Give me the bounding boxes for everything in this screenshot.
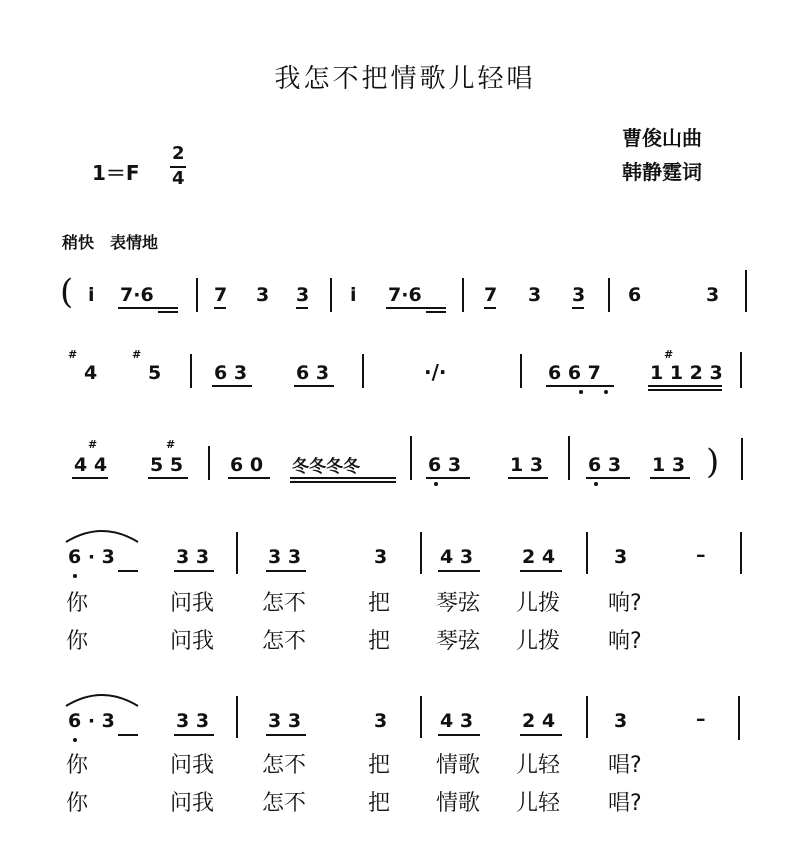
verse-2 [0, 702, 810, 852]
bar-line [196, 278, 198, 312]
sharp-sign: # [132, 348, 142, 361]
note: 1 3 [652, 454, 686, 476]
underline [572, 307, 584, 309]
slur [64, 690, 140, 708]
underline [290, 481, 396, 483]
lyric-word: 问我 [170, 591, 215, 616]
paren-close: ) [706, 442, 720, 482]
lyricist-credit: 韩静霆词 [622, 160, 702, 184]
lyric-word: 怎不 [262, 591, 307, 616]
bar-line [330, 278, 332, 312]
bar-line [738, 696, 740, 740]
note: 3 [706, 284, 720, 306]
underline [72, 477, 108, 479]
note: 1 3 [510, 454, 544, 476]
note: 6 0 [230, 454, 264, 476]
note: 6 3 [428, 454, 462, 476]
paren-open: ( [60, 272, 74, 312]
underline [386, 307, 446, 309]
note: 3 [374, 546, 388, 568]
song-title: 我怎不把情歌儿轻唱 [274, 64, 536, 94]
note: 5 [148, 362, 162, 384]
bar-line [208, 446, 210, 480]
lyric-word: 儿拨 [516, 591, 561, 616]
underline [214, 307, 226, 309]
time-signature-bottom: 4 [172, 168, 185, 189]
underline [266, 734, 306, 736]
octave-dot [73, 738, 77, 742]
note: 3 3 [176, 546, 210, 568]
underline [648, 389, 722, 391]
underline [118, 307, 178, 309]
underline [212, 385, 252, 387]
lyric-word: 把 [368, 791, 391, 816]
lyric-word: 响? [608, 629, 642, 654]
sustain-dash: – [696, 544, 706, 566]
note: 7·6 [120, 284, 154, 306]
bar-line [420, 532, 422, 574]
sharp-sign: # [664, 348, 674, 361]
lyric-word: 你 [66, 791, 89, 816]
note: 4 [84, 362, 98, 384]
underline [508, 477, 548, 479]
note: 3 3 [176, 710, 210, 732]
note: i [350, 284, 357, 306]
intro-line-1 [0, 272, 810, 318]
intro-line-3 [0, 438, 810, 484]
lyric-word: 怎不 [262, 791, 307, 816]
lyric-word: 问我 [170, 629, 215, 654]
note: 6 · 3 [68, 546, 115, 568]
octave-dot [434, 482, 438, 486]
note: 6 [628, 284, 642, 306]
lyric-word: 唱? [608, 753, 642, 778]
underline [520, 734, 562, 736]
underline [228, 477, 270, 479]
bar-line [420, 696, 422, 738]
note: 6 3 [296, 362, 330, 384]
note: 4 4 [74, 454, 108, 476]
underline [290, 477, 396, 479]
bar-line [740, 532, 742, 574]
lyric-word: 儿拨 [516, 629, 561, 654]
bar-line [236, 532, 238, 574]
octave-dot [579, 390, 583, 394]
intro-line-2 [0, 348, 810, 392]
lyric-word: 怎不 [262, 753, 307, 778]
note: 3 [296, 284, 310, 306]
lyric-word: 琴弦 [436, 591, 481, 616]
note: 6 3 [214, 362, 248, 384]
note: 3 [256, 284, 270, 306]
note: 3 [528, 284, 542, 306]
sustain-dash: – [696, 708, 706, 730]
note: 7·6 [388, 284, 422, 306]
lyric-word: 你 [66, 753, 89, 778]
bar-line [410, 436, 412, 480]
bar-line [741, 438, 743, 480]
underline [546, 385, 614, 387]
bar-line [740, 352, 742, 388]
underline [266, 570, 306, 572]
lyric-word: 儿轻 [516, 753, 561, 778]
note: 5 5 [150, 454, 184, 476]
note: 2 4 [522, 546, 556, 568]
slur [64, 526, 140, 544]
bar-line [362, 354, 364, 388]
underline [296, 307, 308, 309]
note: 1 1 2 3 [650, 362, 723, 384]
octave-dot [604, 390, 608, 394]
lyric-word: 琴弦 [436, 629, 481, 654]
note: 3 [374, 710, 388, 732]
underline [438, 570, 480, 572]
bar-line [190, 354, 192, 388]
lyric-word: 问我 [170, 753, 215, 778]
underline [174, 734, 214, 736]
note: 4 3 [440, 710, 474, 732]
bar-line [745, 270, 747, 312]
note: 3 3 [268, 710, 302, 732]
tempo-marking: 稍快 表情地 [62, 233, 159, 252]
note: 6 6 7 [548, 362, 601, 384]
underline [118, 570, 138, 572]
repeat-measure-sign: ·/· [424, 360, 447, 384]
bar-line [568, 436, 570, 480]
sharp-sign: # [166, 438, 176, 451]
note: 6 3 [588, 454, 622, 476]
underline [426, 477, 470, 479]
note: 2 4 [522, 710, 556, 732]
underline [520, 570, 562, 572]
lyric-word: 把 [368, 591, 391, 616]
underline [438, 734, 480, 736]
underline [148, 477, 188, 479]
key-signature: 1＝F [92, 161, 140, 185]
lyric-word: 把 [368, 753, 391, 778]
lyric-word: 你 [66, 629, 89, 654]
bar-line [586, 532, 588, 574]
sharp-sign: # [88, 438, 98, 451]
bar-line [586, 696, 588, 738]
underline [648, 385, 722, 387]
bar-line [520, 354, 522, 388]
octave-dot [594, 482, 598, 486]
lyric-word: 响? [608, 591, 642, 616]
underline [426, 311, 446, 313]
note: 7 [214, 284, 228, 306]
note: 3 [614, 546, 628, 568]
underline [586, 477, 630, 479]
note: 4 3 [440, 546, 474, 568]
lyric-word: 情歌 [436, 753, 481, 778]
lyric-word: 问我 [170, 791, 215, 816]
lyric-word: 把 [368, 629, 391, 654]
drum-syllables: 冬冬冬冬 [292, 457, 360, 477]
note: 7 [484, 284, 498, 306]
note: 6 · 3 [68, 710, 115, 732]
time-signature-top: 2 [172, 143, 185, 164]
bar-line [236, 696, 238, 738]
underline [484, 307, 496, 309]
lyric-word: 你 [66, 591, 89, 616]
lyric-word: 唱? [608, 791, 642, 816]
underline [174, 570, 214, 572]
bar-line [462, 278, 464, 312]
verse-1 [0, 538, 810, 658]
octave-dot [73, 574, 77, 578]
composer-credit: 曹俊山曲 [622, 126, 702, 150]
lyric-word: 情歌 [436, 791, 481, 816]
note: 3 3 [268, 546, 302, 568]
underline [158, 311, 178, 313]
underline [294, 385, 334, 387]
note: 3 [572, 284, 586, 306]
bar-line [608, 278, 610, 312]
note: i [88, 284, 95, 306]
note: 3 [614, 710, 628, 732]
underline [650, 477, 690, 479]
lyric-word: 怎不 [262, 629, 307, 654]
underline [118, 734, 138, 736]
sharp-sign: # [68, 348, 78, 361]
lyric-word: 儿轻 [516, 791, 561, 816]
